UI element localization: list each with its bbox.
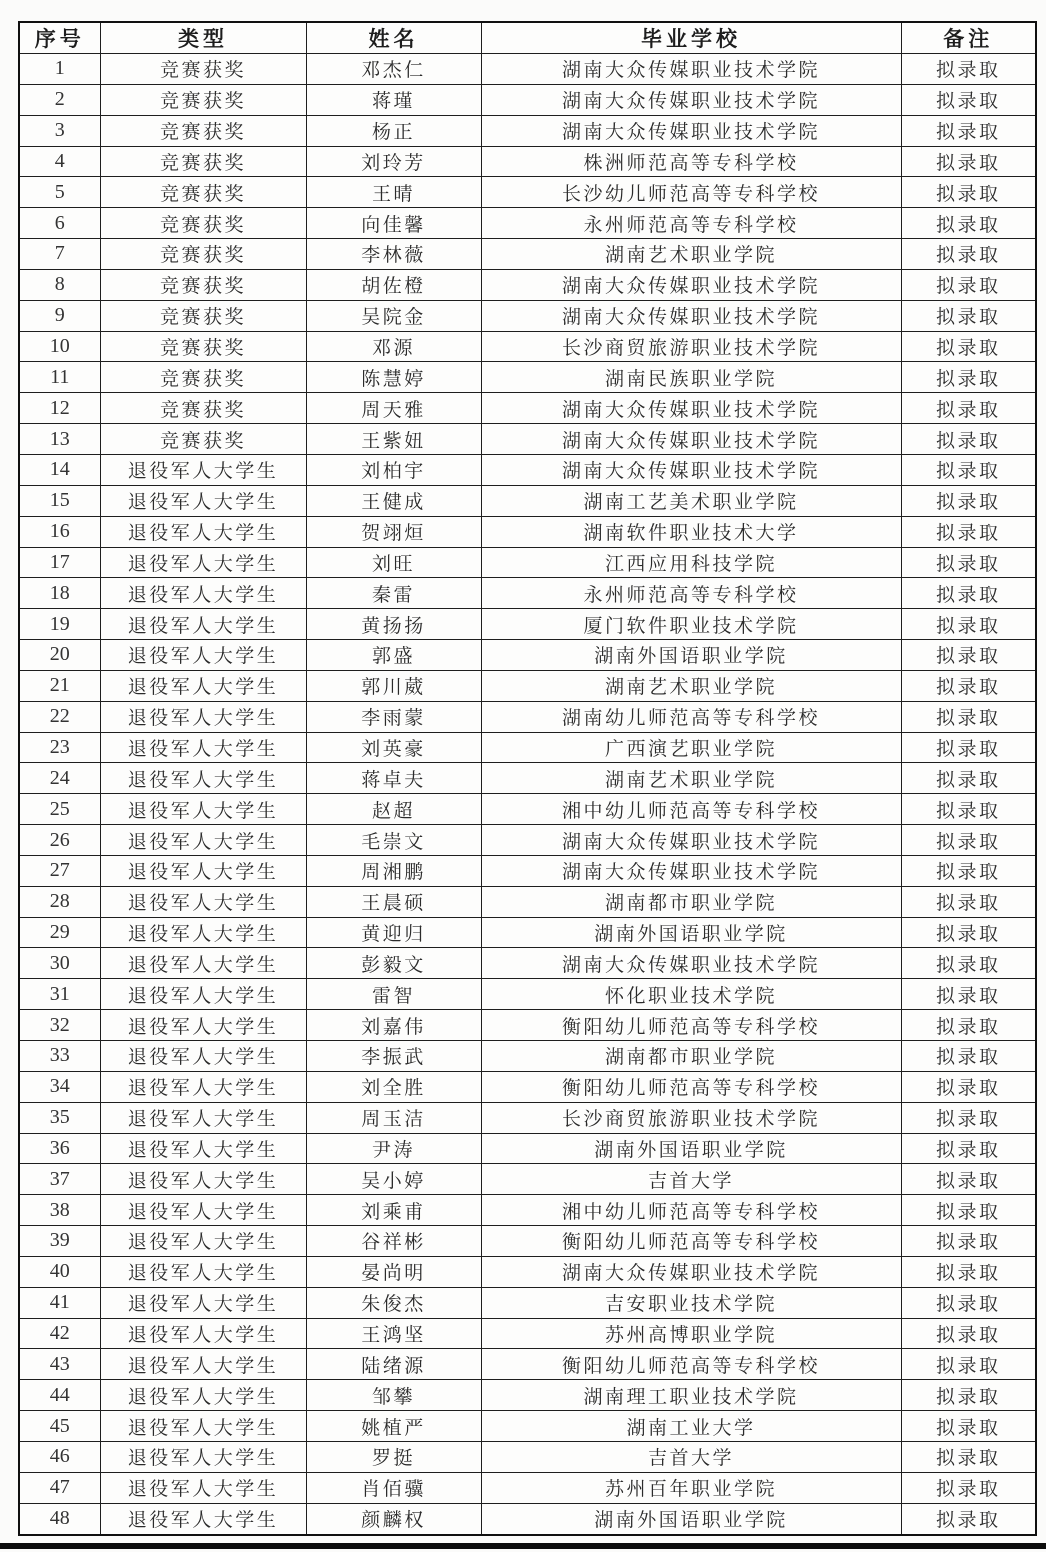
cell-school: 湖南大众传媒职业技术学院 bbox=[481, 454, 901, 485]
cell-type: 退役军人大学生 bbox=[100, 1010, 306, 1041]
cell-school: 湖南大众传媒职业技术学院 bbox=[481, 393, 901, 424]
cell-remark: 拟录取 bbox=[901, 1226, 1036, 1257]
cell-name: 王鸿坚 bbox=[306, 1318, 481, 1349]
cell-number: 2 bbox=[19, 84, 100, 115]
cell-remark: 拟录取 bbox=[901, 948, 1036, 979]
table-row bbox=[19, 424, 1036, 455]
cell-name: 黄扬扬 bbox=[306, 609, 481, 640]
cell-type: 退役军人大学生 bbox=[100, 855, 306, 886]
cell-name: 蒋瑾 bbox=[306, 84, 481, 115]
cell-name: 李林薇 bbox=[306, 239, 481, 270]
table-row bbox=[19, 1411, 1036, 1442]
table-row bbox=[19, 578, 1036, 609]
cell-type: 退役军人大学生 bbox=[100, 516, 306, 547]
cell-type: 竞赛获奖 bbox=[100, 393, 306, 424]
cell-school: 长沙商贸旅游职业技术学院 bbox=[481, 331, 901, 362]
cell-school: 吉首大学 bbox=[481, 1441, 901, 1472]
cell-remark: 拟录取 bbox=[901, 300, 1036, 331]
cell-number: 21 bbox=[19, 670, 100, 701]
cell-name: 王紫妞 bbox=[306, 424, 481, 455]
cell-school: 长沙幼儿师范高等专科学校 bbox=[481, 177, 901, 208]
cell-remark: 拟录取 bbox=[901, 454, 1036, 485]
cell-name: 谷祥彬 bbox=[306, 1226, 481, 1257]
cell-remark: 拟录取 bbox=[901, 1349, 1036, 1380]
admission-roster-table bbox=[18, 21, 1037, 1536]
header-cell-number: 序号 bbox=[19, 22, 100, 54]
cell-remark: 拟录取 bbox=[901, 794, 1036, 825]
cell-number: 45 bbox=[19, 1411, 100, 1442]
cell-name: 刘玲芳 bbox=[306, 146, 481, 177]
cell-type: 退役军人大学生 bbox=[100, 1380, 306, 1411]
table-row bbox=[19, 300, 1036, 331]
cell-number: 37 bbox=[19, 1164, 100, 1195]
cell-name: 郭盛 bbox=[306, 640, 481, 671]
cell-name: 吴小婷 bbox=[306, 1164, 481, 1195]
table-row bbox=[19, 177, 1036, 208]
cell-number: 9 bbox=[19, 300, 100, 331]
cell-number: 29 bbox=[19, 917, 100, 948]
cell-number: 23 bbox=[19, 732, 100, 763]
cell-number: 25 bbox=[19, 794, 100, 825]
table-row bbox=[19, 269, 1036, 300]
cell-name: 胡佐橙 bbox=[306, 269, 481, 300]
cell-school: 衡阳幼儿师范高等专科学校 bbox=[481, 1349, 901, 1380]
cell-number: 30 bbox=[19, 948, 100, 979]
cell-number: 18 bbox=[19, 578, 100, 609]
table-row bbox=[19, 1102, 1036, 1133]
cell-type: 退役军人大学生 bbox=[100, 547, 306, 578]
table-header-row bbox=[19, 22, 1036, 54]
table-row bbox=[19, 732, 1036, 763]
cell-name: 邓杰仁 bbox=[306, 54, 481, 85]
cell-school: 苏州高博职业学院 bbox=[481, 1318, 901, 1349]
table-row bbox=[19, 1071, 1036, 1102]
cell-school: 厦门软件职业技术学院 bbox=[481, 609, 901, 640]
table-row bbox=[19, 239, 1036, 270]
cell-type: 竞赛获奖 bbox=[100, 362, 306, 393]
table-row bbox=[19, 609, 1036, 640]
cell-type: 退役军人大学生 bbox=[100, 1195, 306, 1226]
cell-school: 湖南大众传媒职业技术学院 bbox=[481, 54, 901, 85]
cell-remark: 拟录取 bbox=[901, 670, 1036, 701]
cell-school: 湘中幼儿师范高等专科学校 bbox=[481, 794, 901, 825]
cell-school: 湖南大众传媒职业技术学院 bbox=[481, 1256, 901, 1287]
cell-name: 朱俊杰 bbox=[306, 1287, 481, 1318]
cell-number: 4 bbox=[19, 146, 100, 177]
page-bottom-rule bbox=[0, 1543, 1046, 1549]
cell-type: 退役军人大学生 bbox=[100, 763, 306, 794]
cell-number: 42 bbox=[19, 1318, 100, 1349]
cell-number: 48 bbox=[19, 1503, 100, 1534]
cell-number: 39 bbox=[19, 1226, 100, 1257]
cell-name: 周天雅 bbox=[306, 393, 481, 424]
table-row bbox=[19, 1041, 1036, 1072]
cell-remark: 拟录取 bbox=[901, 1318, 1036, 1349]
cell-remark: 拟录取 bbox=[901, 1441, 1036, 1472]
cell-name: 刘柏宇 bbox=[306, 454, 481, 485]
table-row bbox=[19, 84, 1036, 115]
cell-school: 湖南大众传媒职业技术学院 bbox=[481, 855, 901, 886]
cell-school: 湖南外国语职业学院 bbox=[481, 640, 901, 671]
cell-remark: 拟录取 bbox=[901, 825, 1036, 856]
cell-type: 退役军人大学生 bbox=[100, 1256, 306, 1287]
cell-school: 湖南大众传媒职业技术学院 bbox=[481, 424, 901, 455]
table-row bbox=[19, 1164, 1036, 1195]
cell-type: 退役军人大学生 bbox=[100, 701, 306, 732]
table-row bbox=[19, 1349, 1036, 1380]
cell-remark: 拟录取 bbox=[901, 578, 1036, 609]
header-cell-school: 毕业学校 bbox=[481, 22, 901, 54]
cell-name: 赵超 bbox=[306, 794, 481, 825]
cell-remark: 拟录取 bbox=[901, 1503, 1036, 1534]
cell-type: 竞赛获奖 bbox=[100, 300, 306, 331]
cell-type: 退役军人大学生 bbox=[100, 1503, 306, 1534]
cell-type: 竞赛获奖 bbox=[100, 331, 306, 362]
cell-number: 27 bbox=[19, 855, 100, 886]
cell-school: 湖南理工职业技术学院 bbox=[481, 1380, 901, 1411]
cell-name: 向佳馨 bbox=[306, 208, 481, 239]
cell-number: 41 bbox=[19, 1287, 100, 1318]
cell-school: 湖南大众传媒职业技术学院 bbox=[481, 300, 901, 331]
table-row bbox=[19, 54, 1036, 85]
cell-remark: 拟录取 bbox=[901, 208, 1036, 239]
cell-type: 退役军人大学生 bbox=[100, 1287, 306, 1318]
cell-number: 46 bbox=[19, 1441, 100, 1472]
cell-remark: 拟录取 bbox=[901, 269, 1036, 300]
cell-type: 退役军人大学生 bbox=[100, 454, 306, 485]
cell-school: 湖南大众传媒职业技术学院 bbox=[481, 84, 901, 115]
cell-remark: 拟录取 bbox=[901, 115, 1036, 146]
cell-type: 竞赛获奖 bbox=[100, 424, 306, 455]
cell-type: 退役军人大学生 bbox=[100, 1133, 306, 1164]
table-row bbox=[19, 1318, 1036, 1349]
table-row bbox=[19, 362, 1036, 393]
cell-type: 退役军人大学生 bbox=[100, 1441, 306, 1472]
cell-remark: 拟录取 bbox=[901, 1071, 1036, 1102]
cell-number: 5 bbox=[19, 177, 100, 208]
cell-school: 吉安职业技术学院 bbox=[481, 1287, 901, 1318]
cell-remark: 拟录取 bbox=[901, 1287, 1036, 1318]
cell-name: 彭毅文 bbox=[306, 948, 481, 979]
cell-number: 22 bbox=[19, 701, 100, 732]
cell-school: 广西演艺职业学院 bbox=[481, 732, 901, 763]
cell-type: 竞赛获奖 bbox=[100, 269, 306, 300]
cell-number: 24 bbox=[19, 763, 100, 794]
cell-remark: 拟录取 bbox=[901, 1472, 1036, 1503]
cell-number: 47 bbox=[19, 1472, 100, 1503]
cell-name: 刘嘉伟 bbox=[306, 1010, 481, 1041]
cell-remark: 拟录取 bbox=[901, 239, 1036, 270]
cell-number: 36 bbox=[19, 1133, 100, 1164]
cell-school: 湖南工业大学 bbox=[481, 1411, 901, 1442]
cell-number: 43 bbox=[19, 1349, 100, 1380]
table-row bbox=[19, 1133, 1036, 1164]
cell-number: 26 bbox=[19, 825, 100, 856]
cell-name: 秦雷 bbox=[306, 578, 481, 609]
cell-name: 周玉洁 bbox=[306, 1102, 481, 1133]
cell-type: 竞赛获奖 bbox=[100, 146, 306, 177]
cell-school: 湖南工艺美术职业学院 bbox=[481, 485, 901, 516]
cell-type: 竞赛获奖 bbox=[100, 239, 306, 270]
cell-remark: 拟录取 bbox=[901, 640, 1036, 671]
cell-remark: 拟录取 bbox=[901, 1010, 1036, 1041]
cell-school: 湖南大众传媒职业技术学院 bbox=[481, 269, 901, 300]
table-row bbox=[19, 1441, 1036, 1472]
cell-type: 退役军人大学生 bbox=[100, 917, 306, 948]
cell-name: 贺翊烜 bbox=[306, 516, 481, 547]
cell-remark: 拟录取 bbox=[901, 763, 1036, 794]
cell-remark: 拟录取 bbox=[901, 1102, 1036, 1133]
table-row bbox=[19, 516, 1036, 547]
cell-name: 刘英豪 bbox=[306, 732, 481, 763]
cell-type: 退役军人大学生 bbox=[100, 1164, 306, 1195]
cell-school: 湖南都市职业学院 bbox=[481, 886, 901, 917]
cell-remark: 拟录取 bbox=[901, 1256, 1036, 1287]
cell-type: 退役军人大学生 bbox=[100, 886, 306, 917]
cell-name: 肖佰骥 bbox=[306, 1472, 481, 1503]
cell-remark: 拟录取 bbox=[901, 1411, 1036, 1442]
cell-number: 31 bbox=[19, 979, 100, 1010]
cell-school: 湖南外国语职业学院 bbox=[481, 917, 901, 948]
cell-number: 19 bbox=[19, 609, 100, 640]
cell-name: 姚植严 bbox=[306, 1411, 481, 1442]
cell-number: 32 bbox=[19, 1010, 100, 1041]
cell-number: 11 bbox=[19, 362, 100, 393]
cell-school: 湖南大众传媒职业技术学院 bbox=[481, 825, 901, 856]
table-row bbox=[19, 670, 1036, 701]
cell-name: 罗挺 bbox=[306, 1441, 481, 1472]
table-row bbox=[19, 1010, 1036, 1041]
cell-type: 退役军人大学生 bbox=[100, 578, 306, 609]
cell-remark: 拟录取 bbox=[901, 732, 1036, 763]
cell-type: 退役军人大学生 bbox=[100, 1318, 306, 1349]
cell-number: 10 bbox=[19, 331, 100, 362]
cell-type: 退役军人大学生 bbox=[100, 670, 306, 701]
cell-name: 毛崇文 bbox=[306, 825, 481, 856]
cell-type: 竞赛获奖 bbox=[100, 84, 306, 115]
cell-name: 尹涛 bbox=[306, 1133, 481, 1164]
cell-number: 38 bbox=[19, 1195, 100, 1226]
cell-number: 34 bbox=[19, 1071, 100, 1102]
cell-school: 湖南外国语职业学院 bbox=[481, 1133, 901, 1164]
cell-school: 衡阳幼儿师范高等专科学校 bbox=[481, 1071, 901, 1102]
cell-school: 湖南艺术职业学院 bbox=[481, 239, 901, 270]
cell-name: 王晴 bbox=[306, 177, 481, 208]
cell-type: 退役军人大学生 bbox=[100, 1071, 306, 1102]
cell-number: 33 bbox=[19, 1041, 100, 1072]
cell-remark: 拟录取 bbox=[901, 146, 1036, 177]
cell-number: 44 bbox=[19, 1380, 100, 1411]
cell-name: 蒋卓夫 bbox=[306, 763, 481, 794]
cell-number: 7 bbox=[19, 239, 100, 270]
cell-type: 退役军人大学生 bbox=[100, 609, 306, 640]
cell-remark: 拟录取 bbox=[901, 516, 1036, 547]
cell-name: 刘旺 bbox=[306, 547, 481, 578]
cell-name: 李振武 bbox=[306, 1041, 481, 1072]
cell-school: 怀化职业技术学院 bbox=[481, 979, 901, 1010]
cell-name: 刘乘甫 bbox=[306, 1195, 481, 1226]
cell-school: 衡阳幼儿师范高等专科学校 bbox=[481, 1010, 901, 1041]
cell-type: 退役军人大学生 bbox=[100, 1472, 306, 1503]
cell-name: 邓源 bbox=[306, 331, 481, 362]
cell-type: 竞赛获奖 bbox=[100, 177, 306, 208]
cell-type: 退役军人大学生 bbox=[100, 1226, 306, 1257]
cell-type: 退役军人大学生 bbox=[100, 979, 306, 1010]
table-row bbox=[19, 701, 1036, 732]
cell-remark: 拟录取 bbox=[901, 177, 1036, 208]
table-row bbox=[19, 208, 1036, 239]
cell-school: 苏州百年职业学院 bbox=[481, 1472, 901, 1503]
table-row bbox=[19, 1256, 1036, 1287]
table-row bbox=[19, 763, 1036, 794]
cell-name: 郭川葳 bbox=[306, 670, 481, 701]
cell-number: 13 bbox=[19, 424, 100, 455]
cell-remark: 拟录取 bbox=[901, 1041, 1036, 1072]
cell-remark: 拟录取 bbox=[901, 979, 1036, 1010]
cell-type: 竞赛获奖 bbox=[100, 54, 306, 85]
cell-school: 湖南都市职业学院 bbox=[481, 1041, 901, 1072]
cell-name: 黄迎归 bbox=[306, 917, 481, 948]
table-row bbox=[19, 640, 1036, 671]
cell-remark: 拟录取 bbox=[901, 1164, 1036, 1195]
table-row bbox=[19, 485, 1036, 516]
cell-number: 14 bbox=[19, 454, 100, 485]
cell-type: 退役军人大学生 bbox=[100, 1349, 306, 1380]
cell-school: 湖南大众传媒职业技术学院 bbox=[481, 948, 901, 979]
table-row bbox=[19, 146, 1036, 177]
cell-number: 28 bbox=[19, 886, 100, 917]
table-row bbox=[19, 331, 1036, 362]
table-row bbox=[19, 1195, 1036, 1226]
table-row bbox=[19, 393, 1036, 424]
cell-name: 晏尚明 bbox=[306, 1256, 481, 1287]
cell-name: 颜麟权 bbox=[306, 1503, 481, 1534]
cell-name: 李雨蒙 bbox=[306, 701, 481, 732]
table-row bbox=[19, 855, 1036, 886]
cell-name: 周湘鹏 bbox=[306, 855, 481, 886]
table-row bbox=[19, 794, 1036, 825]
cell-number: 40 bbox=[19, 1256, 100, 1287]
cell-type: 退役军人大学生 bbox=[100, 1102, 306, 1133]
cell-school: 湖南大众传媒职业技术学院 bbox=[481, 115, 901, 146]
cell-remark: 拟录取 bbox=[901, 393, 1036, 424]
cell-type: 退役军人大学生 bbox=[100, 485, 306, 516]
cell-school: 湖南幼儿师范高等专科学校 bbox=[481, 701, 901, 732]
table-row bbox=[19, 825, 1036, 856]
cell-school: 吉首大学 bbox=[481, 1164, 901, 1195]
cell-type: 退役军人大学生 bbox=[100, 825, 306, 856]
cell-remark: 拟录取 bbox=[901, 1195, 1036, 1226]
cell-type: 竞赛获奖 bbox=[100, 115, 306, 146]
header-cell-name: 姓名 bbox=[306, 22, 481, 54]
cell-school: 湖南民族职业学院 bbox=[481, 362, 901, 393]
cell-number: 3 bbox=[19, 115, 100, 146]
cell-remark: 拟录取 bbox=[901, 331, 1036, 362]
table-row bbox=[19, 1226, 1036, 1257]
cell-number: 16 bbox=[19, 516, 100, 547]
cell-name: 王晨硕 bbox=[306, 886, 481, 917]
cell-remark: 拟录取 bbox=[901, 917, 1036, 948]
cell-school: 长沙商贸旅游职业技术学院 bbox=[481, 1102, 901, 1133]
cell-type: 退役军人大学生 bbox=[100, 1411, 306, 1442]
table-row bbox=[19, 886, 1036, 917]
cell-remark: 拟录取 bbox=[901, 855, 1036, 886]
table-row bbox=[19, 547, 1036, 578]
header-cell-remark: 备注 bbox=[901, 22, 1036, 54]
cell-remark: 拟录取 bbox=[901, 362, 1036, 393]
table-row bbox=[19, 1472, 1036, 1503]
header-cell-type: 类型 bbox=[100, 22, 306, 54]
table-row bbox=[19, 1380, 1036, 1411]
cell-number: 12 bbox=[19, 393, 100, 424]
table-row bbox=[19, 454, 1036, 485]
cell-type: 退役军人大学生 bbox=[100, 948, 306, 979]
cell-name: 吴院金 bbox=[306, 300, 481, 331]
cell-school: 永州师范高等专科学校 bbox=[481, 578, 901, 609]
cell-school: 湖南外国语职业学院 bbox=[481, 1503, 901, 1534]
cell-number: 17 bbox=[19, 547, 100, 578]
cell-remark: 拟录取 bbox=[901, 54, 1036, 85]
cell-remark: 拟录取 bbox=[901, 1133, 1036, 1164]
table-row bbox=[19, 948, 1036, 979]
cell-name: 刘全胜 bbox=[306, 1071, 481, 1102]
cell-remark: 拟录取 bbox=[901, 701, 1036, 732]
cell-type: 退役军人大学生 bbox=[100, 732, 306, 763]
cell-number: 20 bbox=[19, 640, 100, 671]
cell-name: 杨正 bbox=[306, 115, 481, 146]
cell-remark: 拟录取 bbox=[901, 547, 1036, 578]
cell-number: 8 bbox=[19, 269, 100, 300]
table-row bbox=[19, 1503, 1036, 1534]
cell-name: 雷智 bbox=[306, 979, 481, 1010]
cell-school: 湖南艺术职业学院 bbox=[481, 763, 901, 794]
table-body bbox=[19, 54, 1036, 1535]
cell-remark: 拟录取 bbox=[901, 609, 1036, 640]
cell-remark: 拟录取 bbox=[901, 424, 1036, 455]
cell-type: 退役军人大学生 bbox=[100, 1041, 306, 1072]
cell-school: 衡阳幼儿师范高等专科学校 bbox=[481, 1226, 901, 1257]
cell-school: 湘中幼儿师范高等专科学校 bbox=[481, 1195, 901, 1226]
cell-remark: 拟录取 bbox=[901, 1380, 1036, 1411]
cell-type: 退役军人大学生 bbox=[100, 794, 306, 825]
cell-type: 竞赛获奖 bbox=[100, 208, 306, 239]
table-row bbox=[19, 979, 1036, 1010]
cell-school: 江西应用科技学院 bbox=[481, 547, 901, 578]
cell-number: 35 bbox=[19, 1102, 100, 1133]
table-row bbox=[19, 115, 1036, 146]
cell-school: 湖南艺术职业学院 bbox=[481, 670, 901, 701]
cell-remark: 拟录取 bbox=[901, 84, 1036, 115]
cell-number: 6 bbox=[19, 208, 100, 239]
table-row bbox=[19, 917, 1036, 948]
cell-school: 湖南软件职业技术大学 bbox=[481, 516, 901, 547]
cell-name: 陆绪源 bbox=[306, 1349, 481, 1380]
cell-remark: 拟录取 bbox=[901, 886, 1036, 917]
cell-school: 株洲师范高等专科学校 bbox=[481, 146, 901, 177]
cell-number: 15 bbox=[19, 485, 100, 516]
cell-name: 王健成 bbox=[306, 485, 481, 516]
cell-name: 陈慧婷 bbox=[306, 362, 481, 393]
cell-type: 退役军人大学生 bbox=[100, 640, 306, 671]
cell-school: 永州师范高等专科学校 bbox=[481, 208, 901, 239]
cell-number: 1 bbox=[19, 54, 100, 85]
table-row bbox=[19, 1287, 1036, 1318]
cell-name: 邹攀 bbox=[306, 1380, 481, 1411]
cell-remark: 拟录取 bbox=[901, 485, 1036, 516]
